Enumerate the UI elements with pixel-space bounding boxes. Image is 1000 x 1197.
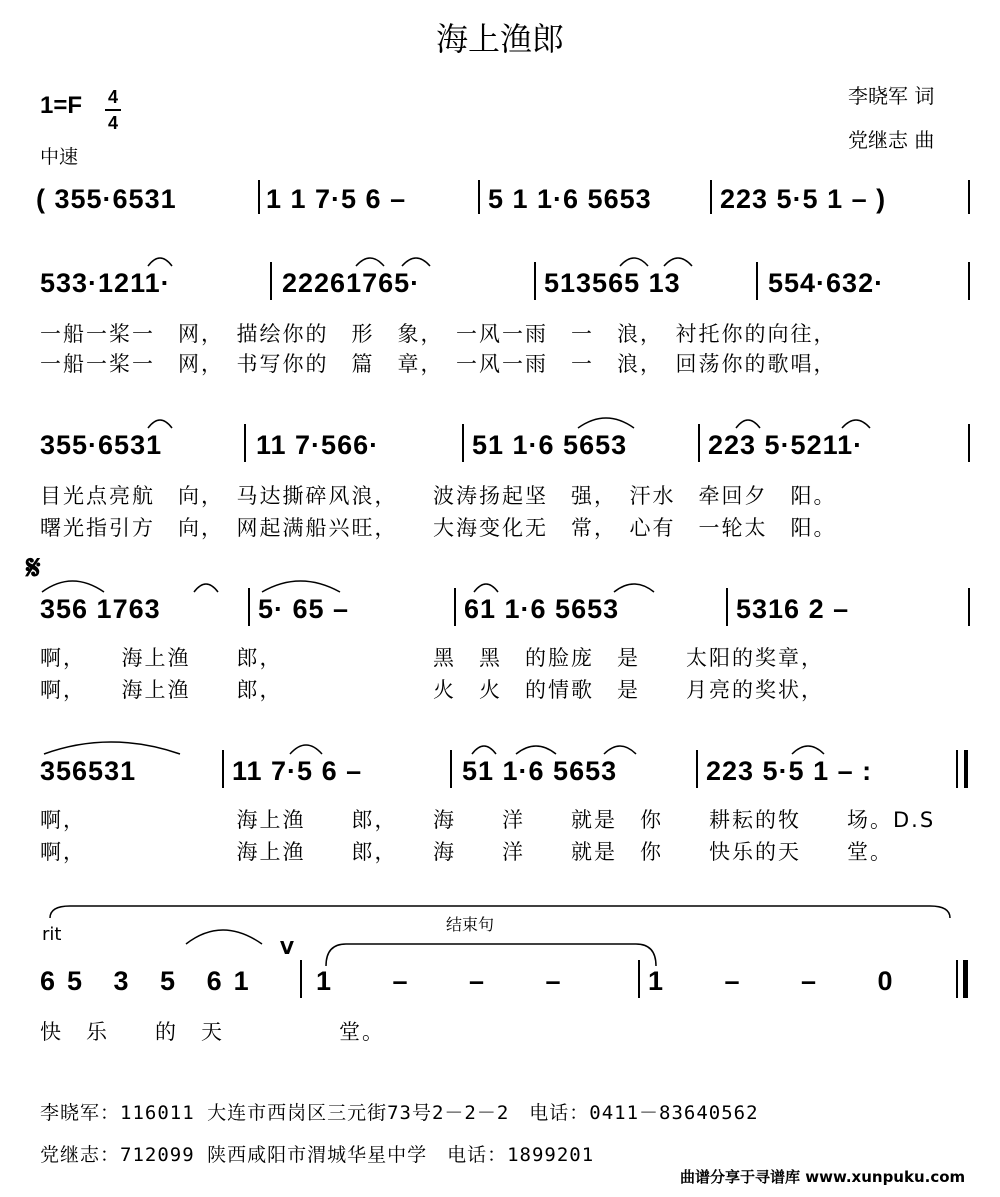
- measure: 5 1 1·6 5653: [488, 184, 652, 214]
- slur: [262, 581, 340, 592]
- measure: 5· 65 –: [258, 594, 350, 624]
- slur: [148, 420, 172, 428]
- measure: 554·632·: [768, 268, 885, 298]
- measure: 65 3 5 61: [40, 966, 261, 996]
- lyricist-contact: 李晓军：116011 大连市西岗区三元街73号2－2－2 电话：0411－83640562: [40, 1102, 759, 1124]
- meter-bottom: 4: [107, 113, 118, 133]
- measure: 356531: [40, 756, 137, 786]
- measure: 356 1763: [40, 594, 161, 624]
- slur: [148, 258, 172, 266]
- composer-credit: 党继志 曲: [848, 128, 935, 152]
- slur: [290, 745, 322, 754]
- lyric-line: 目光点亮航 向， 马达撕碎风浪， 波涛扬起坚 强， 汗水 牵回夕 阳。: [40, 484, 837, 508]
- lyric-line: 一船一桨一 网， 书写你的 篇 章， 一风一雨 一 浪， 回荡你的歌唱，: [40, 352, 837, 376]
- measure: 11 7·566·: [256, 430, 380, 460]
- song-title: 海上渔郎: [435, 20, 564, 58]
- slur: [614, 584, 654, 592]
- slur: [194, 584, 218, 592]
- lyric-line: 一船一桨一 网， 描绘你的 形 象， 一风一雨 一 浪， 衬托你的向往，: [40, 322, 837, 346]
- measure: 51 1·6 5653: [462, 756, 618, 786]
- measure: 1 1 7·5 6 –: [266, 184, 407, 214]
- slur: [186, 930, 262, 944]
- lyric-line: 快 乐 的 天 堂。: [40, 1020, 385, 1044]
- segno-sign: 𝄋: [26, 548, 41, 588]
- ending-label: 结束句: [446, 915, 495, 934]
- slur: [472, 746, 496, 754]
- key-signature: 1=F: [40, 92, 83, 119]
- lyric-line: 啊， 海上渔 郎， 黑 黑 的脸庞 是 太阳的奖章，: [40, 646, 824, 670]
- measure: 22261765·: [282, 268, 421, 298]
- measure: 223 5·5 1 – ): [720, 184, 887, 214]
- measure: ( 355·6531: [36, 184, 177, 214]
- measure: 1 – – –: [316, 966, 562, 996]
- measure: 51 1·6 5653: [472, 430, 628, 460]
- measure: 61 1·6 5653: [464, 594, 620, 624]
- slur: [516, 746, 556, 754]
- measure: 513565 13: [544, 268, 681, 298]
- measure: 223 5·5 1 – :: [706, 756, 873, 786]
- tempo-marking: 中速: [40, 146, 79, 168]
- slur: [664, 258, 692, 266]
- slur: [604, 746, 636, 754]
- measure: 533·1211·: [40, 268, 171, 298]
- measure: 355·6531: [40, 430, 163, 460]
- phrase-bracket: [50, 906, 950, 918]
- slur: [792, 746, 824, 754]
- lyric-line: 曙光指引方 向， 网起满船兴旺， 大海变化无 常， 心有 一轮太 阳。: [40, 516, 837, 540]
- ritardando-mark: rit: [42, 924, 62, 945]
- measure: 11 7·5 6 –: [232, 756, 363, 786]
- tie: [326, 944, 656, 966]
- lyric-line: 啊， 海上渔 郎， 火 火 的情歌 是 月亮的奖状，: [40, 678, 824, 702]
- slur: [44, 742, 180, 754]
- slur: [842, 420, 870, 428]
- slur: [578, 418, 634, 428]
- breath-mark: V: [280, 938, 294, 959]
- composer-contact: 党继志：712099 陕西咸阳市渭城华星中学 电话：1899201: [40, 1144, 595, 1166]
- slur: [620, 258, 648, 266]
- slur: [736, 420, 760, 428]
- lyric-line: 啊， 海上渔 郎， 海 洋 就是 你 快乐的天 堂。: [40, 840, 893, 864]
- measure: 5316 2 –: [736, 594, 850, 624]
- slur: [42, 581, 104, 592]
- measure: 1 – – 0: [648, 966, 894, 996]
- slur: [356, 258, 384, 266]
- slur: [474, 584, 498, 592]
- meter-top: 4: [107, 87, 118, 107]
- slur: [402, 258, 430, 266]
- lyricist-credit: 李晓军 词: [848, 84, 935, 108]
- watermark-text: 曲谱分享于寻谱库 www.xunpuku.com: [680, 1168, 966, 1186]
- lyric-line: 啊， 海上渔 郎， 海 洋 就是 你 耕耘的牧 场。D.S: [40, 808, 936, 832]
- measure: 223 5·5211·: [708, 430, 864, 460]
